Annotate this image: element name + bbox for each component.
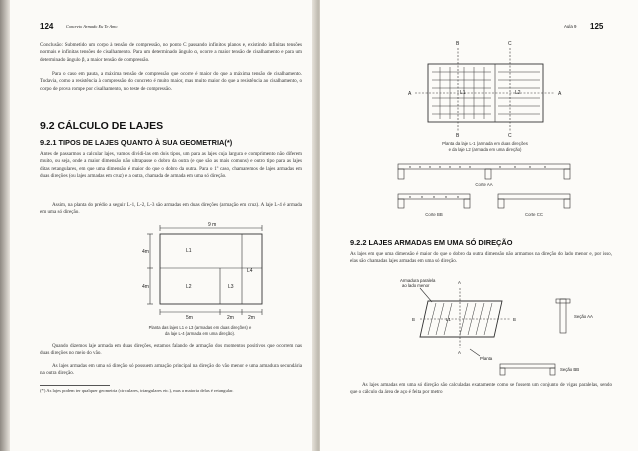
dim-2m-b: 2m xyxy=(248,315,255,321)
paragraph-two-direction: Quando dizemos laje armada em duas direções, estamos falando de armação dos momentos positivos que ocorrem nas duas direções no meio do vão. xyxy=(40,343,302,357)
running-head: Concreto Armado Eu Te Amo xyxy=(66,24,118,29)
fig1-slab-l2: L2 xyxy=(515,90,521,96)
corte-cc-label: Corte CC xyxy=(525,212,543,217)
armadura-label-line2: ao lado menor xyxy=(402,283,430,288)
slab-label-l3: L3 xyxy=(228,284,234,290)
fig2-cut-b-left: B xyxy=(412,317,415,322)
fig2-cut-a-top: A xyxy=(458,280,461,285)
footnote: (*) As lajes podem ter qualquer geometria (circulares, triangulares etc.), mas a maioria delas é retangular. xyxy=(40,388,234,393)
paragraph-one-direction-right: As lajes em que uma dimensão é maior do que o dobro da outra dimensão não armamos na direção do lado menor e, por isso, elas são chamadas lajes armadas em uma só direção. xyxy=(350,251,612,265)
conclusion-paragraph: Conclusão: Submetido um corpo à tensão de compressão, no ponto C passando infinitos planos e, existindo infinitas tensões normais e infinitas tensões de cisalhamento. Para um determinado ângulo α, ocorre a maior tensão de cisalhamento e para um determinado ângulo β, a maior tensão de compressão. xyxy=(40,42,302,63)
cut-c-bottom: C xyxy=(508,133,512,139)
slab-label-l4: L4 xyxy=(247,268,253,274)
plan-caption-line1: Planta das lajes L1 e L3 (armadas em duas direções) e xyxy=(148,325,252,330)
dim-left-bottom: 4m xyxy=(142,284,149,290)
planta-label: Planta xyxy=(480,356,493,361)
dim-total: 9 m xyxy=(208,222,217,228)
page-number-right: 125 xyxy=(590,22,604,31)
one-direction-slab-figure xyxy=(360,274,610,376)
cut-b-bottom: B xyxy=(456,133,460,139)
secao-bb-label: Seção BB xyxy=(560,367,580,372)
paragraph-parallel-beams: As lajes armadas em uma só direção são calculadas exatamente como se fossem um conjunto de vigas paralelas, sendo que o cálculo da área de aço é feita por metro xyxy=(350,382,612,396)
paragraph-one-direction: As lajes armadas em uma só direção só possuem armação principal na direção do vão menor e uma armadura secundária na outra direção. xyxy=(40,363,302,377)
dim-left-top: 4m xyxy=(142,249,149,255)
page-number-left: 124 xyxy=(40,22,54,31)
cut-a-left: A xyxy=(408,91,412,97)
right-page xyxy=(320,0,638,451)
fig2-cut-a-bottom: A xyxy=(458,350,461,355)
fig2-slab-label: L1 xyxy=(446,317,451,322)
cut-b-top: B xyxy=(456,41,460,47)
fig1-slab-l1: L1 xyxy=(460,90,466,96)
fig1-caption-line1: Planta da laje L-1 (armada em duas direções xyxy=(442,141,528,146)
slab-label-l1: L1 xyxy=(186,248,192,254)
fig1-caption-line2: e da laje L2 (armada em uma direção) xyxy=(448,147,522,152)
slab-label-l2: L2 xyxy=(186,284,192,290)
plan-caption-line2: da laje L-4 (armada em uma direção). xyxy=(164,331,236,336)
section-title: 9.2 CÁLCULO DE LAJES xyxy=(40,120,164,132)
dim-5m: 5m xyxy=(186,315,193,321)
subsection-title: 9.2.1 TIPOS DE LAJES QUANTO À SUA GEOMETRIA(*) xyxy=(40,138,233,147)
paragraph-compression: Para o caso em pauta, a máxima tensão de compressão que ocorre é maior do que a máxima tensão de cisalhamento. Todavia, como a resistência à compressão do concreto é muito maior, mas muito maior do que a resistência ao cisalhamento, o corpo de prova rompe por cisalhamento, no teste de compressão. xyxy=(40,71,302,92)
dim-2m-a: 2m xyxy=(227,315,234,321)
slab-plan-drawing xyxy=(120,222,290,322)
fig2-cut-b-right: B xyxy=(513,317,516,322)
cut-a-right: A xyxy=(558,91,562,97)
armadura-label-line1: Armadura paralela xyxy=(400,278,436,283)
corte-aa-label: Corte AA xyxy=(475,182,493,187)
page-edge-shadow xyxy=(0,0,10,451)
paragraph-slab-types: Antes de passarmos a calcular lajes, vamos dividi-las em dois tipos, um para as lajes cuja largura e comprimento não diferem muito, ou seja, onde a maior dimensão não ultrapasse o dobro da outra (e que são as mais comuns) e outro tipo para as lajes ditas retangulares, em que uma dimensão é maior do que o dobro da outra. Para o 1º caso, chamaremos de lajes armadas em duas direções (ou lajes armadas em cruz) e a outra, chamada de armada em uma só direção. xyxy=(40,151,302,179)
corte-bb-label: Corte BB xyxy=(425,212,443,217)
cut-c-top: C xyxy=(508,41,512,47)
paragraph-building-plan: Assim, na planta do prédio a seguir L-1, L-2, L-3 são armadas em duas direções (armação em cruz). A laje L-4 é armada em uma só direção. xyxy=(40,202,302,216)
secao-aa-label: Seção AA xyxy=(574,314,593,319)
footnote-rule xyxy=(40,385,110,386)
slab-plan-sections-figure xyxy=(360,36,610,221)
subsection-title-right: 9.2.2 LAJES ARMADAS EM UMA SÓ DIREÇÃO xyxy=(350,238,513,247)
left-page xyxy=(0,0,318,451)
chapter-label: Aula 9 xyxy=(564,24,577,29)
